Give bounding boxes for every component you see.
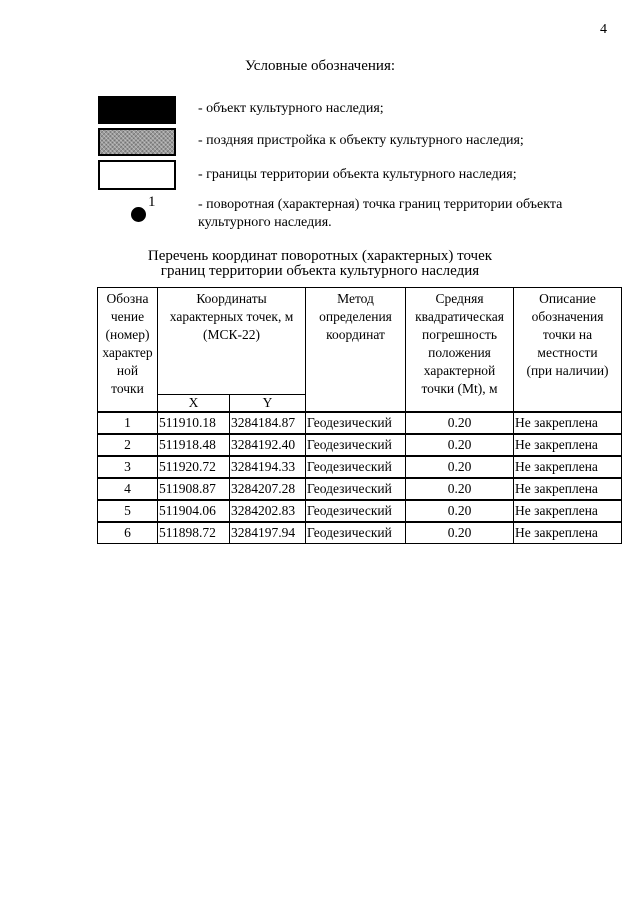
cell-y: 3284197.94 [230,522,306,544]
legend-item-text: - объект культурного наследия; [198,101,384,116]
table-row [98,500,622,522]
legend-item-territory-boundary [98,160,618,192]
cell-method: Геодезический [306,434,406,456]
cell-method: Геодезический [306,456,406,478]
cell-y: 3284194.33 [230,456,306,478]
table-row [98,522,622,544]
cell-description: Не закреплена [514,434,622,456]
cell-point-number: 6 [98,522,158,544]
cell-x: 511908.87 [158,478,230,500]
cell-error: 0.20 [406,434,514,456]
cell-x: 511918.48 [158,434,230,456]
legend-item-text: - границы территории объекта культурного наследия; [198,167,517,182]
cell-description: Не закреплена [514,456,622,478]
header-x: X [158,395,230,413]
header-method: Метод определения координат [306,288,406,413]
cell-description: Не закреплена [514,500,622,522]
table-row [98,412,622,434]
cell-error: 0.20 [406,412,514,434]
legend-item-text: - поздняя пристройка к объекту культурного наследия; [198,133,524,148]
legend-title: Условные обозначения: [244,58,396,74]
header-coordinates: Координаты характерных точек, м (МСК-22) [158,288,306,395]
cell-description: Не закреплена [514,412,622,434]
coordinates-table [97,287,622,544]
coordinates-list-title [0,249,640,279]
legend-item-text: - поворотная (характерная) точка границ территории объекта культурного наследия. [198,197,563,230]
header-y: Y [230,395,306,413]
table-header-row [98,288,622,395]
cell-method: Геодезический [306,478,406,500]
cell-x: 511898.72 [158,522,230,544]
cell-method: Геодезический [306,522,406,544]
cell-point-number: 1 [98,412,158,434]
cell-description: Не закреплена [514,478,622,500]
cell-point-number: 2 [98,434,158,456]
cell-y: 3284207.28 [230,478,306,500]
list-title-line-2: границ территории объекта культурного наследия [160,263,480,279]
table-row [98,434,622,456]
cell-method: Геодезический [306,412,406,434]
cell-method: Геодезический [306,500,406,522]
turning-point-dot-icon [131,207,146,222]
page-number: 4 [600,22,607,37]
territory-boundary-swatch [98,160,176,190]
header-error: Средняя квадратическая погрешность положения характерной точки (Mt), м [406,288,514,413]
cell-y: 3284192.40 [230,434,306,456]
cell-point-number: 4 [98,478,158,500]
legend-item-late-extension [98,128,618,158]
cell-x: 511904.06 [158,500,230,522]
cell-point-number: 3 [98,456,158,478]
cell-y: 3284184.87 [230,412,306,434]
cell-error: 0.20 [406,522,514,544]
cell-x: 511910.18 [158,412,230,434]
legend-item-heritage-object [98,96,618,126]
table-row [98,478,622,500]
header-designation: Обозна чение (номер) характер ной точки [98,288,158,413]
cell-error: 0.20 [406,500,514,522]
table-row [98,456,622,478]
heritage-object-swatch [98,96,176,124]
legend-item-turning-point [98,196,618,236]
turning-point-number: 1 [148,194,156,210]
list-title-line-1: Перечень координат поворотных (характерных) точек [147,248,493,264]
cell-description: Не закреплена [514,522,622,544]
header-description: Описание обозначения точки на местности (при наличии) [514,288,622,413]
cell-error: 0.20 [406,456,514,478]
cell-error: 0.20 [406,478,514,500]
cell-point-number: 5 [98,500,158,522]
cell-x: 511920.72 [158,456,230,478]
late-extension-swatch [98,128,176,156]
cell-y: 3284202.83 [230,500,306,522]
